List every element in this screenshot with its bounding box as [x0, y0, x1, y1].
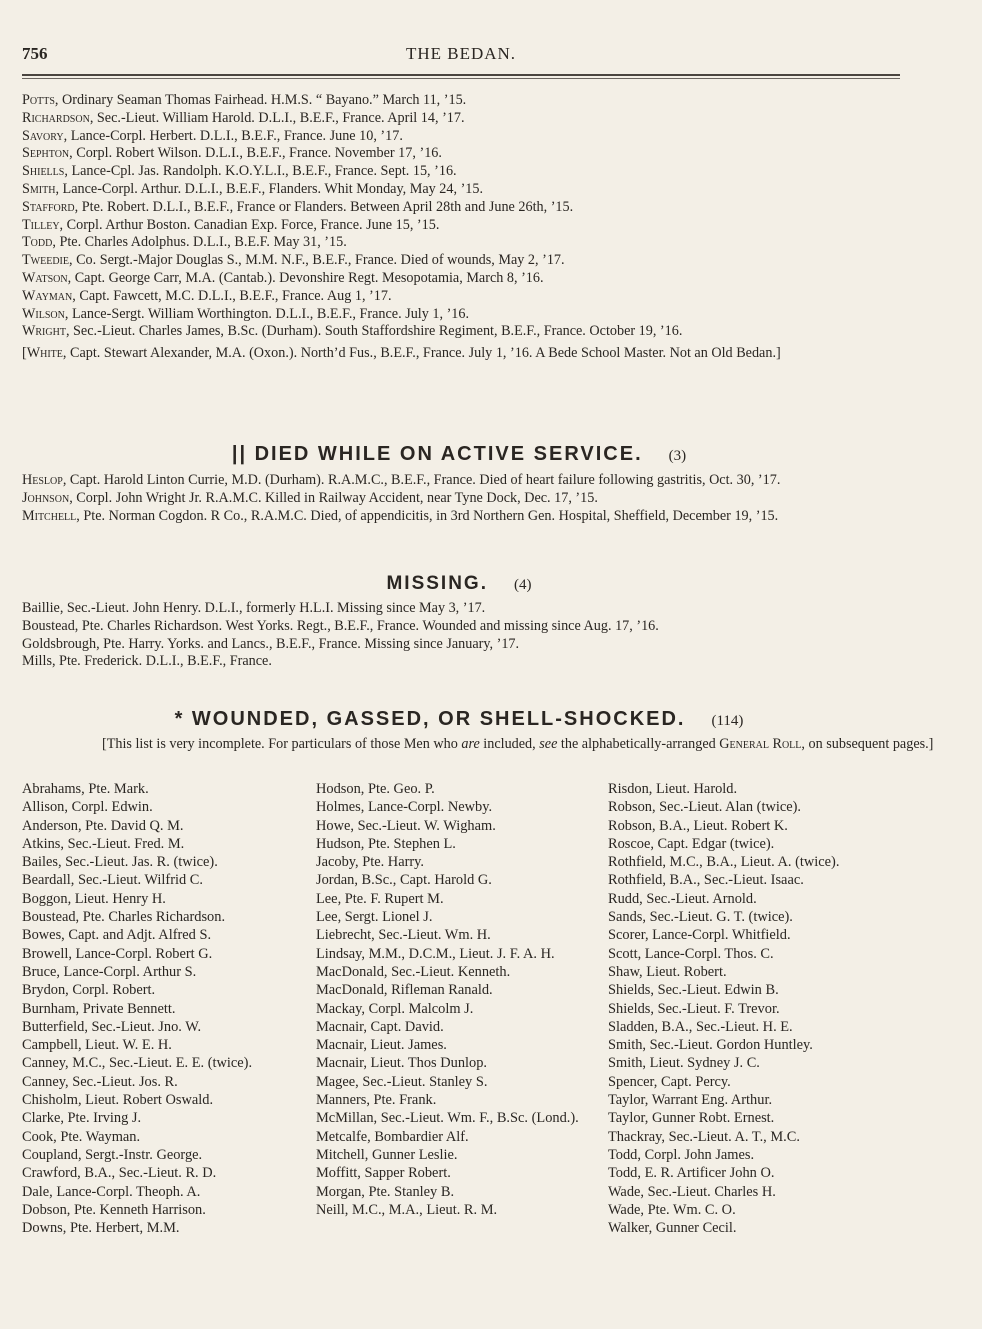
wounded-column-2 — [316, 780, 598, 1219]
list-item: Todd, Pte. Charles Adolphus. D.L.I., B.E.F. May 31, ’15. — [22, 234, 347, 251]
list-item: Smith, Lance-Corpl. Arthur. D.L.I., B.E.F., Flanders. Whit Monday, May 24, ’15. — [22, 180, 484, 197]
running-title: THE BEDAN. — [405, 44, 517, 63]
list-item: Canney, Sec.-Lieut. Jos. R. — [22, 1073, 178, 1090]
list-item: Watson, Capt. George Carr, M.A. (Cantab.). Devonshire Regt. Mesopotamia, March 8, ’16. — [22, 269, 544, 286]
list-item: Howe, Sec.-Lieut. W. Wigham. — [316, 817, 496, 834]
list-item: Campbell, Lieut. W. E. H. — [22, 1037, 172, 1054]
list-item: Crawford, B.A., Sec.-Lieut. R. D. — [22, 1165, 217, 1182]
list-item: [White, Capt. Stewart Alexander, M.A. (Oxon.). North’d Fus., B.E.F., France. July 1, ’16. A Bede School Master. Not an Old Bedan.] — [22, 345, 781, 362]
list-item: Chisholm, Lieut. Robert Oswald. — [22, 1092, 214, 1109]
list-item: Brydon, Corpl. Robert. — [22, 982, 156, 999]
killed-list — [22, 92, 902, 363]
list-item: Goldsbrough, Pte. Harry. Yorks. and Lancs., B.E.F., France. Missing since January, ’17. — [22, 635, 520, 652]
list-item: Rothfield, B.A., Sec.-Lieut. Isaac. — [608, 872, 804, 889]
list-item: Taylor, Warrant Eng. Arthur. — [608, 1092, 773, 1109]
list-item: Stafford, Pte. Robert. D.L.I., B.E.F., France or Flanders. Between April 28th and June 26th, ’15. — [22, 198, 574, 215]
list-item: Bowes, Capt. and Adjt. Alfred S. — [22, 927, 212, 944]
list-item: Shaw, Lieut. Robert. — [608, 963, 727, 980]
list-item: Walker, Gunner Cecil. — [608, 1220, 737, 1237]
list-item: Hudson, Pte. Stephen L. — [316, 835, 456, 852]
list-item: Macnair, Lieut. James. — [316, 1037, 447, 1054]
list-item: Dale, Lance-Corpl. Theoph. A. — [22, 1183, 201, 1200]
list-item: Wade, Sec.-Lieut. Charles H. — [608, 1183, 776, 1200]
list-item: Wright, Sec.-Lieut. Charles James, B.Sc. (Durham). South Staffordshire Regiment, B.E.F., France. October 19, ’16. — [22, 323, 683, 340]
list-item: Shiells, Lance-Cpl. Jas. Randolph. K.O.Y.L.I., B.E.F., France. Sept. 15, ’16. — [22, 163, 457, 180]
header-rule — [22, 74, 900, 76]
list-item: Mackay, Corpl. Malcolm J. — [316, 1000, 474, 1017]
list-item: MacDonald, Rifleman Ranald. — [316, 982, 493, 999]
list-item: Shields, Sec.-Lieut. Edwin B. — [608, 982, 779, 999]
list-item: Downs, Pte. Herbert, M.M. — [22, 1220, 180, 1237]
header-rule-thin — [22, 78, 900, 79]
list-item: Atkins, Sec.-Lieut. Fred. M. — [22, 835, 185, 852]
list-item: Wade, Pte. Wm. C. O. — [608, 1201, 736, 1218]
list-item: Butterfield, Sec.-Lieut. Jno. W. — [22, 1018, 202, 1035]
list-item: Sephton, Corpl. Robert Wilson. D.L.I., B.E.F., France. November 17, ’16. — [22, 145, 442, 162]
list-item: Thackray, Sec.-Lieut. A. T., M.C. — [608, 1128, 800, 1145]
list-item: Tilley, Corpl. Arthur Boston. Canadian Exp. Force, France. June 15, ’15. — [22, 216, 440, 233]
wounded-note: [This list is very incomplete. For particulars of those Men who are included, see the alphabetically-arranged General Roll, on subsequent pages.] — [102, 736, 934, 752]
list-item: Scott, Lance-Corpl. Thos. C. — [608, 945, 774, 962]
list-item: Spencer, Capt. Percy. — [608, 1073, 731, 1090]
list-item: Hodson, Pte. Geo. P. — [316, 781, 435, 797]
list-item: Taylor, Gunner Robt. Ernest. — [608, 1110, 775, 1127]
list-item: Mitchell, Pte. Norman Cogdon. R Co., R.A.M.C. Died, of appendicitis, in 3rd Northern Gen. Hospital, Sheffield, December 19, ’15. — [22, 507, 779, 524]
list-item: Mills, Pte. Frederick. D.L.I., B.E.F., France. — [22, 653, 272, 670]
died-list — [22, 472, 902, 525]
list-item: Baillie, Sec.-Lieut. John Henry. D.L.I., formerly H.L.I. Missing since May 3, ’17. — [22, 600, 486, 616]
list-item: Manners, Pte. Frank. — [316, 1092, 437, 1109]
list-item: Lindsay, M.M., D.C.M., Lieut. J. F. A. H. — [316, 945, 555, 962]
list-item: Roscoe, Capt. Edgar (twice). — [608, 835, 775, 852]
list-item: Morgan, Pte. Stanley B. — [316, 1183, 455, 1200]
list-item: Macnair, Capt. David. — [316, 1018, 444, 1035]
list-item: Coupland, Sergt.-Instr. George. — [22, 1146, 203, 1163]
wounded-column-3 — [608, 780, 908, 1237]
list-item: Richardson, Sec.-Lieut. William Harold. D.L.I., B.E.F., France. April 14, ’17. — [22, 109, 465, 126]
list-item: Beardall, Sec.-Lieut. Wilfrid C. — [22, 872, 203, 889]
wounded-column-1 — [22, 780, 312, 1237]
list-item: Anderson, Pte. David Q. M. — [22, 817, 184, 834]
list-item: Dobson, Pte. Kenneth Harrison. — [22, 1201, 206, 1218]
list-item: Magee, Sec.-Lieut. Stanley S. — [316, 1073, 488, 1090]
list-item: Wayman, Capt. Fawcett, M.C. D.L.I., B.E.F., France. Aug 1, ’17. — [22, 287, 392, 304]
list-item: McMillan, Sec.-Lieut. Wm. F., B.Sc. (Lond.). — [316, 1110, 579, 1127]
list-item: Metcalfe, Bombardier Alf. — [316, 1128, 469, 1145]
list-item: Lee, Sergt. Lionel J. — [316, 909, 433, 926]
list-item: Todd, E. R. Artificer John O. — [608, 1165, 775, 1182]
list-item: Risdon, Lieut. Harold. — [608, 781, 738, 797]
list-item: Sladden, B.A., Sec.-Lieut. H. E. — [608, 1018, 793, 1035]
list-item: Boustead, Pte. Charles Richardson. West Yorks. Regt., B.E.F., France. Wounded and missing since Aug. 17, ’16. — [22, 617, 659, 634]
list-item: Boustead, Pte. Charles Richardson. — [22, 909, 226, 926]
list-item: Shields, Sec.-Lieut. F. Trevor. — [608, 1000, 780, 1017]
missing-list — [22, 600, 902, 671]
list-item: Browell, Lance-Corpl. Robert G. — [22, 945, 213, 962]
list-item: Tweedie, Co. Sergt.-Major Douglas S., M.M. N.F., B.E.F., France. Died of wounds, May 2, ’17. — [22, 252, 565, 269]
list-item: Johnson, Corpl. John Wright Jr. R.A.M.C. Killed in Railway Accident, near Tyne Dock, Dec. 17, ’15. — [22, 489, 598, 506]
list-item: Wilson, Lance-Sergt. William Worthington. D.L.I., B.E.F., France. July 1, ’16. — [22, 305, 470, 322]
list-item: Todd, Corpl. John James. — [608, 1146, 755, 1163]
list-item: Bailes, Sec.-Lieut. Jas. R. (twice). — [22, 854, 218, 871]
list-item: Allison, Corpl. Edwin. — [22, 799, 153, 816]
list-item: Neill, M.C., M.A., Lieut. R. M. — [316, 1201, 498, 1218]
list-item: Mitchell, Gunner Leslie. — [316, 1146, 458, 1163]
list-item: Liebrecht, Sec.-Lieut. Wm. H. — [316, 927, 491, 944]
list-item: Rothfield, M.C., B.A., Lieut. A. (twice). — [608, 854, 840, 871]
list-item: Robson, Sec.-Lieut. Alan (twice). — [608, 799, 802, 816]
list-item: Potts, Ordinary Seaman Thomas Fairhead. H.M.S. “ Bayano.” March 11, ’15. — [22, 92, 467, 108]
list-item: Macnair, Lieut. Thos Dunlop. — [316, 1055, 488, 1072]
page-header — [22, 44, 900, 74]
list-item: Lee, Pte. F. Rupert M. — [316, 890, 444, 907]
list-item: Jacoby, Pte. Harry. — [316, 854, 425, 871]
section-heading-missing: MISSING. (4) — [386, 573, 532, 594]
list-item: Cook, Pte. Wayman. — [22, 1128, 141, 1145]
list-item: Scorer, Lance-Corpl. Whitfield. — [608, 927, 791, 944]
list-item: MacDonald, Sec.-Lieut. Kenneth. — [316, 963, 511, 980]
list-item: Rudd, Sec.-Lieut. Arnold. — [608, 890, 757, 907]
list-item: Holmes, Lance-Corpl. Newby. — [316, 799, 493, 816]
list-item: Robson, B.A., Lieut. Robert K. — [608, 817, 788, 834]
section-heading-died: || DIED WHILE ON ACTIVE SERVICE. (3) — [231, 443, 687, 465]
page-number: 756 — [22, 44, 48, 63]
list-item: Abrahams, Pte. Mark. — [22, 781, 149, 797]
list-item: Sands, Sec.-Lieut. G. T. (twice). — [608, 909, 793, 926]
list-item: Smith, Lieut. Sydney J. C. — [608, 1055, 760, 1072]
list-item: Clarke, Pte. Irving J. — [22, 1110, 142, 1127]
list-item: Burnham, Private Bennett. — [22, 1000, 176, 1017]
list-item: Smith, Sec.-Lieut. Gordon Huntley. — [608, 1037, 813, 1054]
list-item: Boggon, Lieut. Henry H. — [22, 890, 166, 907]
list-item: Moffitt, Sapper Robert. — [316, 1165, 451, 1182]
list-item: Savory, Lance-Corpl. Herbert. D.L.I., B.E.F., France. June 10, ’17. — [22, 127, 403, 144]
list-item: Canney, M.C., Sec.-Lieut. E. E. (twice). — [22, 1055, 253, 1072]
list-item: Jordan, B.Sc., Capt. Harold G. — [316, 872, 492, 889]
section-heading-wounded: * WOUNDED, GASSED, OR SHELL-SHOCKED. (114) — [174, 708, 744, 730]
list-item: Heslop, Capt. Harold Linton Currie, M.D. (Durham). R.A.M.C., B.E.F., France. Died of heart failure following gastritis, Oct. 30, ’17. — [22, 472, 781, 488]
list-item: Bruce, Lance-Corpl. Arthur S. — [22, 963, 197, 980]
